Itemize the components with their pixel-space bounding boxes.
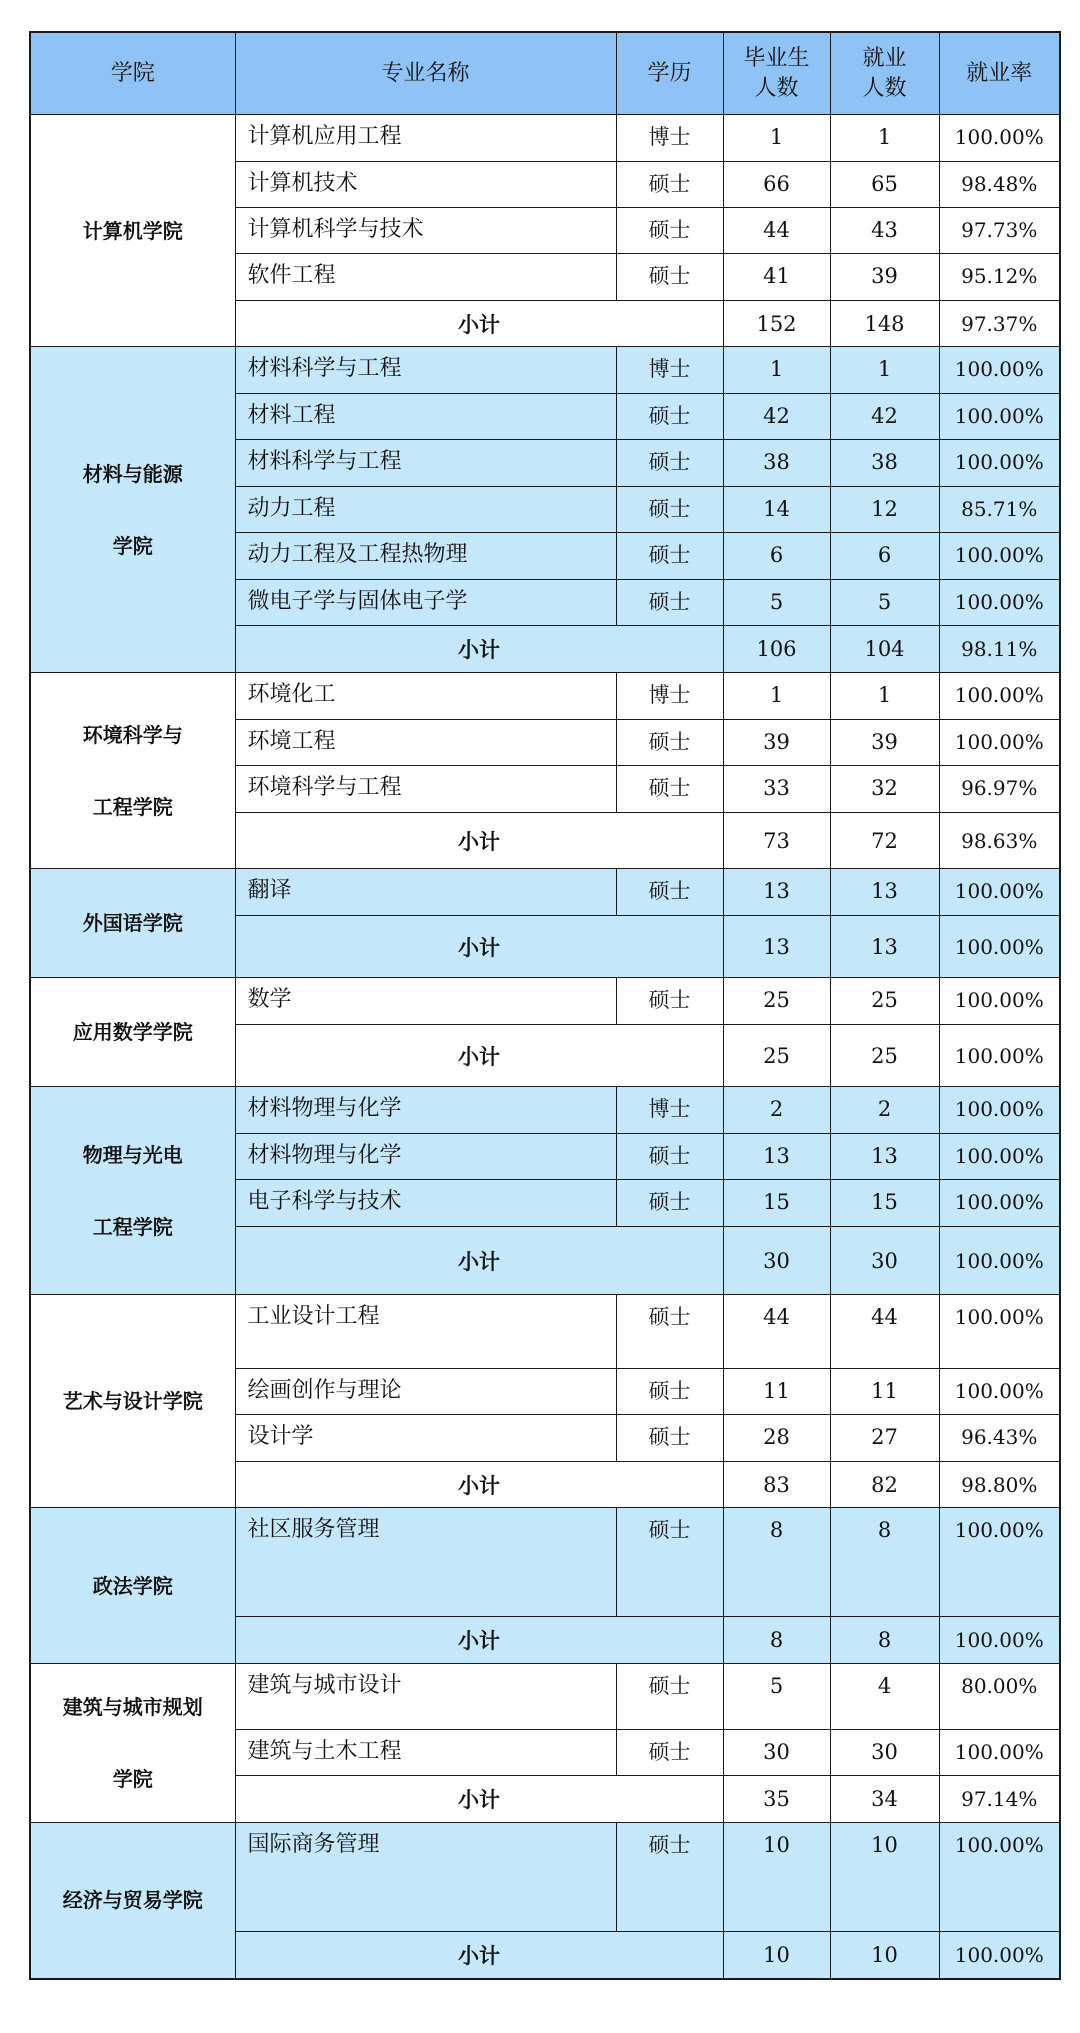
subtotal-graduates: 13 — [723, 916, 830, 978]
major-name: 计算机科学与技术 — [235, 208, 616, 254]
header-row — [30, 32, 1060, 115]
graduates-cell: 41 — [723, 254, 830, 301]
graduates-cell: 33 — [723, 766, 830, 813]
degree-cell: 硕士 — [616, 580, 723, 626]
rate-cell: 100.00% — [939, 1180, 1060, 1227]
major-name: 材料物理与化学 — [235, 1134, 616, 1180]
subtotal-label: 小计 — [235, 813, 723, 869]
rate-cell: 100.00% — [939, 580, 1060, 626]
subtotal-employed: 25 — [830, 1025, 939, 1087]
table-row — [30, 1823, 1060, 1932]
major-name: 电子科学与技术 — [235, 1180, 616, 1227]
graduates-cell: 5 — [723, 580, 830, 626]
major-name: 动力工程 — [235, 487, 616, 533]
major-name: 设计学 — [235, 1415, 616, 1462]
degree-cell: 硕士 — [616, 1134, 723, 1180]
subtotal-employed: 148 — [830, 301, 939, 347]
rate-cell: 80.00% — [939, 1664, 1060, 1730]
header-employed: 就业 人数 — [830, 32, 939, 115]
graduates-cell: 30 — [723, 1730, 830, 1776]
employed-cell: 38 — [830, 440, 939, 487]
subtotal-label: 小计 — [235, 916, 723, 978]
degree-cell: 硕士 — [616, 440, 723, 487]
major-name: 计算机应用工程 — [235, 115, 616, 162]
degree-cell: 硕士 — [616, 1295, 723, 1369]
degree-cell: 硕士 — [616, 766, 723, 813]
degree-cell: 博士 — [616, 1087, 723, 1134]
subtotal-rate: 98.80% — [939, 1462, 1060, 1508]
rate-cell: 95.12% — [939, 254, 1060, 301]
graduates-cell: 42 — [723, 394, 830, 440]
subtotal-label: 小计 — [235, 626, 723, 673]
header-college: 学院 — [30, 32, 235, 115]
major-name: 微电子学与固体电子学 — [235, 580, 616, 626]
rate-cell: 100.00% — [939, 673, 1060, 720]
degree-cell: 博士 — [616, 673, 723, 720]
degree-cell: 硕士 — [616, 1415, 723, 1462]
rate-cell: 100.00% — [939, 978, 1060, 1025]
subtotal-rate: 100.00% — [939, 1617, 1060, 1664]
degree-cell: 硕士 — [616, 1508, 723, 1617]
degree-cell: 硕士 — [616, 1369, 723, 1415]
subtotal-label: 小计 — [235, 1617, 723, 1664]
rate-cell: 96.43% — [939, 1415, 1060, 1462]
header-rate: 就业率 — [939, 32, 1060, 115]
subtotal-graduates: 8 — [723, 1617, 830, 1664]
major-name: 材料物理与化学 — [235, 1087, 616, 1134]
college-name: 经济与贸易学院 — [30, 1823, 235, 1979]
employed-cell: 39 — [830, 720, 939, 766]
rate-cell: 98.48% — [939, 162, 1060, 208]
employed-cell: 43 — [830, 208, 939, 254]
subtotal-employed: 72 — [830, 813, 939, 869]
subtotal-employed: 10 — [830, 1932, 939, 1979]
graduates-cell: 66 — [723, 162, 830, 208]
graduates-cell: 5 — [723, 1664, 830, 1730]
degree-cell: 硕士 — [616, 1730, 723, 1776]
degree-cell: 硕士 — [616, 487, 723, 533]
major-name: 工业设计工程 — [235, 1295, 616, 1369]
major-name: 环境科学与工程 — [235, 766, 616, 813]
subtotal-rate: 100.00% — [939, 1227, 1060, 1295]
subtotal-label: 小计 — [235, 301, 723, 347]
college-name: 应用数学学院 — [30, 978, 235, 1087]
college-name: 材料与能源 学院 — [30, 347, 235, 673]
employed-cell: 30 — [830, 1730, 939, 1776]
graduates-cell: 1 — [723, 673, 830, 720]
college-name: 外国语学院 — [30, 869, 235, 978]
employed-cell: 13 — [830, 869, 939, 916]
subtotal-rate: 97.37% — [939, 301, 1060, 347]
graduates-cell: 25 — [723, 978, 830, 1025]
subtotal-graduates: 83 — [723, 1462, 830, 1508]
major-name: 材料科学与工程 — [235, 347, 616, 394]
subtotal-rate: 97.14% — [939, 1776, 1060, 1823]
employed-cell: 4 — [830, 1664, 939, 1730]
rate-cell: 100.00% — [939, 394, 1060, 440]
degree-cell: 硕士 — [616, 208, 723, 254]
table-row — [30, 673, 1060, 720]
degree-cell: 硕士 — [616, 394, 723, 440]
degree-cell: 硕士 — [616, 254, 723, 301]
major-name: 社区服务管理 — [235, 1508, 616, 1617]
employed-cell: 39 — [830, 254, 939, 301]
subtotal-label: 小计 — [235, 1227, 723, 1295]
subtotal-employed: 104 — [830, 626, 939, 673]
major-name: 软件工程 — [235, 254, 616, 301]
degree-cell: 硕士 — [616, 1664, 723, 1730]
header-major: 专业名称 — [235, 32, 616, 115]
table-row — [30, 978, 1060, 1025]
subtotal-graduates: 152 — [723, 301, 830, 347]
employed-cell: 12 — [830, 487, 939, 533]
table-row — [30, 1295, 1060, 1369]
subtotal-graduates: 30 — [723, 1227, 830, 1295]
subtotal-rate: 100.00% — [939, 1025, 1060, 1087]
degree-cell: 硕士 — [616, 1823, 723, 1932]
table-row — [30, 869, 1060, 916]
graduates-cell: 38 — [723, 440, 830, 487]
employed-cell: 11 — [830, 1369, 939, 1415]
subtotal-graduates: 25 — [723, 1025, 830, 1087]
graduates-cell: 1 — [723, 115, 830, 162]
graduates-cell: 44 — [723, 1295, 830, 1369]
table-row — [30, 1664, 1060, 1730]
major-name: 环境化工 — [235, 673, 616, 720]
employed-cell: 1 — [830, 673, 939, 720]
major-name: 环境工程 — [235, 720, 616, 766]
subtotal-rate: 98.11% — [939, 626, 1060, 673]
degree-cell: 硕士 — [616, 978, 723, 1025]
rate-cell: 100.00% — [939, 347, 1060, 394]
major-name: 建筑与城市设计 — [235, 1664, 616, 1730]
employed-cell: 6 — [830, 533, 939, 580]
header-graduates: 毕业生 人数 — [723, 32, 830, 115]
employed-cell: 15 — [830, 1180, 939, 1227]
graduates-cell: 13 — [723, 869, 830, 916]
subtotal-employed: 13 — [830, 916, 939, 978]
degree-cell: 硕士 — [616, 162, 723, 208]
rate-cell: 100.00% — [939, 1823, 1060, 1932]
degree-cell: 硕士 — [616, 869, 723, 916]
major-name: 数学 — [235, 978, 616, 1025]
major-name: 绘画创作与理论 — [235, 1369, 616, 1415]
degree-cell: 硕士 — [616, 720, 723, 766]
subtotal-rate: 98.63% — [939, 813, 1060, 869]
rate-cell: 96.97% — [939, 766, 1060, 813]
major-name: 翻译 — [235, 869, 616, 916]
employment-table — [29, 31, 1061, 1980]
subtotal-employed: 30 — [830, 1227, 939, 1295]
graduates-cell: 11 — [723, 1369, 830, 1415]
rate-cell: 100.00% — [939, 1369, 1060, 1415]
employed-cell: 25 — [830, 978, 939, 1025]
college-name: 物理与光电 工程学院 — [30, 1087, 235, 1295]
employed-cell: 5 — [830, 580, 939, 626]
college-name: 政法学院 — [30, 1508, 235, 1664]
employed-cell: 1 — [830, 115, 939, 162]
table-row — [30, 1087, 1060, 1134]
table-row — [30, 1508, 1060, 1617]
table-row — [30, 347, 1060, 394]
rate-cell: 100.00% — [939, 869, 1060, 916]
major-name: 建筑与土木工程 — [235, 1730, 616, 1776]
rate-cell: 100.00% — [939, 1295, 1060, 1369]
employed-cell: 27 — [830, 1415, 939, 1462]
rate-cell: 100.00% — [939, 1087, 1060, 1134]
subtotal-employed: 34 — [830, 1776, 939, 1823]
graduates-cell: 1 — [723, 347, 830, 394]
major-name: 动力工程及工程热物理 — [235, 533, 616, 580]
header-degree: 学历 — [616, 32, 723, 115]
graduates-cell: 15 — [723, 1180, 830, 1227]
college-name: 艺术与设计学院 — [30, 1295, 235, 1508]
subtotal-graduates: 73 — [723, 813, 830, 869]
subtotal-label: 小计 — [235, 1462, 723, 1508]
college-name: 计算机学院 — [30, 115, 235, 347]
graduates-cell: 6 — [723, 533, 830, 580]
rate-cell: 100.00% — [939, 440, 1060, 487]
rate-cell: 100.00% — [939, 1134, 1060, 1180]
employed-cell: 44 — [830, 1295, 939, 1369]
table-row — [30, 115, 1060, 162]
rate-cell: 100.00% — [939, 1730, 1060, 1776]
graduates-cell: 14 — [723, 487, 830, 533]
rate-cell: 85.71% — [939, 487, 1060, 533]
subtotal-label: 小计 — [235, 1025, 723, 1087]
rate-cell: 100.00% — [939, 720, 1060, 766]
rate-cell: 100.00% — [939, 115, 1060, 162]
college-name: 环境科学与 工程学院 — [30, 673, 235, 869]
employed-cell: 32 — [830, 766, 939, 813]
employed-cell: 13 — [830, 1134, 939, 1180]
subtotal-label: 小计 — [235, 1776, 723, 1823]
subtotal-employed: 8 — [830, 1617, 939, 1664]
subtotal-label: 小计 — [235, 1932, 723, 1979]
graduates-cell: 44 — [723, 208, 830, 254]
table-body — [30, 115, 1060, 1979]
graduates-cell: 2 — [723, 1087, 830, 1134]
graduates-cell: 28 — [723, 1415, 830, 1462]
college-name: 建筑与城市规划 学院 — [30, 1664, 235, 1823]
rate-cell: 100.00% — [939, 533, 1060, 580]
rate-cell: 97.73% — [939, 208, 1060, 254]
rate-cell: 100.00% — [939, 1508, 1060, 1617]
subtotal-graduates: 35 — [723, 1776, 830, 1823]
major-name: 材料科学与工程 — [235, 440, 616, 487]
graduates-cell: 39 — [723, 720, 830, 766]
major-name: 国际商务管理 — [235, 1823, 616, 1932]
graduates-cell: 13 — [723, 1134, 830, 1180]
employed-cell: 42 — [830, 394, 939, 440]
subtotal-employed: 82 — [830, 1462, 939, 1508]
degree-cell: 博士 — [616, 347, 723, 394]
degree-cell: 博士 — [616, 115, 723, 162]
major-name: 计算机技术 — [235, 162, 616, 208]
employed-cell: 1 — [830, 347, 939, 394]
degree-cell: 硕士 — [616, 533, 723, 580]
employed-cell: 2 — [830, 1087, 939, 1134]
subtotal-rate: 100.00% — [939, 1932, 1060, 1979]
subtotal-graduates: 106 — [723, 626, 830, 673]
employed-cell: 65 — [830, 162, 939, 208]
degree-cell: 硕士 — [616, 1180, 723, 1227]
graduates-cell: 10 — [723, 1823, 830, 1932]
employed-cell: 8 — [830, 1508, 939, 1617]
major-name: 材料工程 — [235, 394, 616, 440]
subtotal-graduates: 10 — [723, 1932, 830, 1979]
subtotal-rate: 100.00% — [939, 916, 1060, 978]
employed-cell: 10 — [830, 1823, 939, 1932]
graduates-cell: 8 — [723, 1508, 830, 1617]
